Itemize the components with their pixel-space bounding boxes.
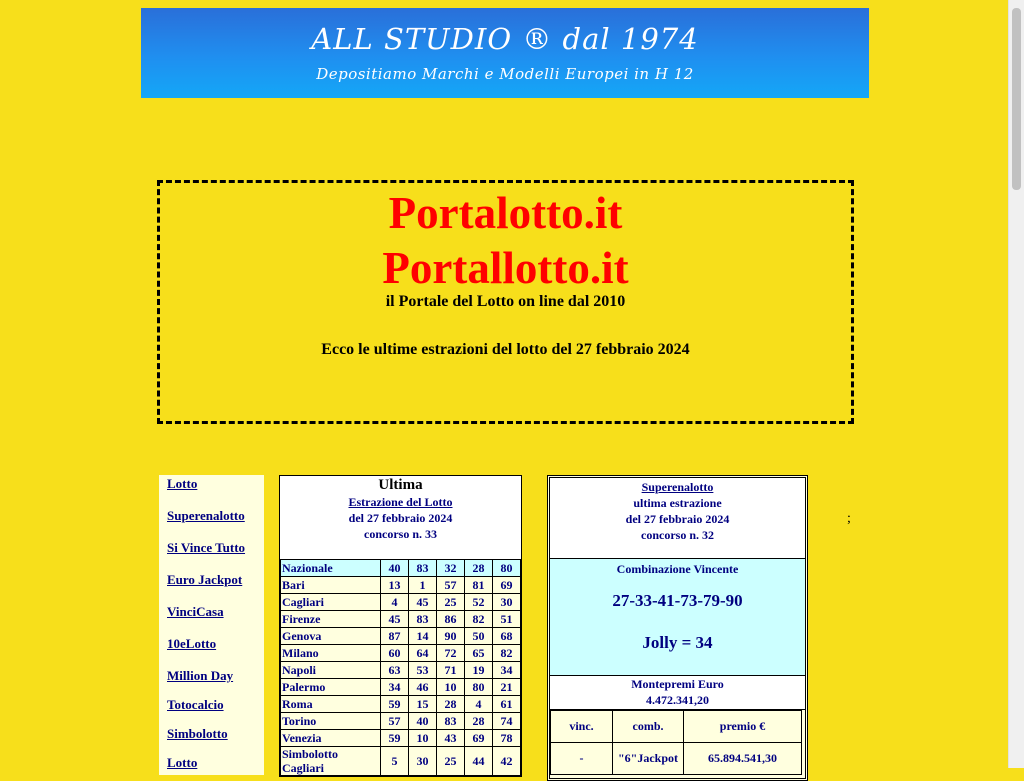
lotto-drawn-number: 13 xyxy=(381,577,409,594)
lotto-drawn-number: 83 xyxy=(409,560,437,577)
winning-combination-box xyxy=(550,559,805,676)
nav-link-lotto[interactable]: Lotto xyxy=(167,476,198,491)
stray-semicolon: ; xyxy=(847,511,851,526)
lotto-drawn-number: 15 xyxy=(409,696,437,713)
lotto-row xyxy=(281,645,521,662)
lotto-drawn-number: 71 xyxy=(437,662,465,679)
lotto-row xyxy=(281,679,521,696)
lotto-wheel-name: Venezia xyxy=(281,730,381,747)
lotto-drawn-number: 65 xyxy=(465,645,493,662)
lotto-contest-number: concorso n. 33 xyxy=(364,527,437,541)
lotto-drawn-number: 74 xyxy=(493,713,521,730)
winning-combination-label: Combinazione Vincente xyxy=(616,562,739,576)
lotto-drawn-number: 44 xyxy=(465,747,493,776)
header-banner xyxy=(141,8,869,98)
banner-title: ALL STUDIO ® dal 1974 xyxy=(311,22,699,56)
cell-winners: - xyxy=(551,743,613,775)
lotto-drawn-number: 78 xyxy=(493,730,521,747)
nav-link-euro-jackpot[interactable]: Euro Jackpot xyxy=(167,572,243,587)
prize-table xyxy=(550,710,802,775)
hero-subtitle: il Portale del Lotto on line dal 2010 xyxy=(385,293,626,310)
prize-table-header xyxy=(551,711,802,743)
lotto-drawn-number: 60 xyxy=(381,645,409,662)
jolly-number: Jolly = 34 xyxy=(642,633,713,652)
lotto-drawn-number: 46 xyxy=(409,679,437,696)
lotto-drawn-number: 43 xyxy=(437,730,465,747)
lotto-row xyxy=(281,730,521,747)
lotto-drawn-number: 4 xyxy=(465,696,493,713)
lotto-row xyxy=(281,577,521,594)
nav-link-simbolotto[interactable]: Simbolotto xyxy=(167,726,228,741)
nav-link-million-day[interactable]: Million Day xyxy=(167,668,234,683)
lotto-drawn-number: 28 xyxy=(437,696,465,713)
header-winners: vinc. xyxy=(551,711,613,743)
superenalotto-panel xyxy=(547,475,808,781)
lotto-drawn-number: 34 xyxy=(493,662,521,679)
lotto-row xyxy=(281,696,521,713)
jackpot-pool-label: Montepremi Euro xyxy=(631,677,724,691)
jackpot-pool xyxy=(550,676,805,710)
header-combination: comb. xyxy=(613,711,684,743)
nav-link-superenalotto[interactable]: Superenalotto xyxy=(167,508,245,523)
superenalotto-contest: concorso n. 32 xyxy=(641,528,714,542)
lotto-results-panel xyxy=(279,475,522,777)
prize-table-row xyxy=(551,743,802,775)
lotto-drawn-number: 64 xyxy=(409,645,437,662)
superenalotto-date: del 27 febbraio 2024 xyxy=(625,512,730,526)
lotto-drawn-number: 57 xyxy=(381,713,409,730)
hero-title-primary: Portalotto.it xyxy=(388,188,623,238)
lotto-drawn-number: 1 xyxy=(409,577,437,594)
hero-box xyxy=(157,180,854,424)
superenalotto-link[interactable]: Superenalotto xyxy=(641,480,714,494)
lotto-drawn-number: 81 xyxy=(465,577,493,594)
side-navigation xyxy=(159,475,264,775)
lotto-row xyxy=(281,594,521,611)
lotto-drawn-number: 52 xyxy=(465,594,493,611)
lotto-row xyxy=(281,611,521,628)
lotto-drawn-number: 40 xyxy=(409,713,437,730)
lotto-drawn-number: 53 xyxy=(409,662,437,679)
lotto-wheel-name: Napoli xyxy=(281,662,381,679)
lotto-wheel-name: Roma xyxy=(281,696,381,713)
lotto-drawn-number: 51 xyxy=(493,611,521,628)
lotto-wheel-name: Milano xyxy=(281,645,381,662)
header-prize: premio € xyxy=(684,711,802,743)
lotto-draw-link[interactable]: Estrazione del Lotto xyxy=(348,495,453,509)
lotto-drawn-number: 86 xyxy=(437,611,465,628)
lotto-drawn-number: 80 xyxy=(465,679,493,696)
lotto-drawn-number: 63 xyxy=(381,662,409,679)
banner-subtitle: Depositiamo Marchi e Modelli Europei in H 12 xyxy=(316,65,694,83)
lotto-wheel-name: Firenze xyxy=(281,611,381,628)
winning-combination-numbers: 27-33-41-73-79-90 xyxy=(612,591,743,610)
lotto-drawn-number: 25 xyxy=(437,594,465,611)
lotto-drawn-number: 34 xyxy=(381,679,409,696)
nav-link-lotto-2[interactable]: Lotto xyxy=(167,755,198,770)
nav-link-vincicasa[interactable]: VinciCasa xyxy=(167,604,224,619)
vertical-scrollbar[interactable] xyxy=(1008,0,1024,768)
hero-title-secondary: Portallotto.it xyxy=(382,243,629,293)
lotto-drawn-number: 83 xyxy=(437,713,465,730)
lotto-drawn-number: 28 xyxy=(465,713,493,730)
nav-link-totocalcio[interactable]: Totocalcio xyxy=(167,697,224,712)
lotto-wheel-name: Nazionale xyxy=(281,560,381,577)
lotto-drawn-number: 82 xyxy=(465,611,493,628)
lotto-drawn-number: 32 xyxy=(437,560,465,577)
lotto-drawn-number: 59 xyxy=(381,696,409,713)
lotto-draw-date: del 27 febbraio 2024 xyxy=(348,511,453,525)
lotto-drawn-number: 45 xyxy=(381,611,409,628)
lotto-drawn-number: 10 xyxy=(409,730,437,747)
lotto-drawn-number: 69 xyxy=(493,577,521,594)
lotto-wheel-name: Genova xyxy=(281,628,381,645)
lotto-drawn-number: 57 xyxy=(437,577,465,594)
lotto-drawn-number: 10 xyxy=(437,679,465,696)
lotto-wheel-name: Simbolotto Cagliari xyxy=(281,747,381,776)
lotto-drawn-number: 83 xyxy=(409,611,437,628)
lotto-drawn-number: 19 xyxy=(465,662,493,679)
lotto-drawn-number: 4 xyxy=(381,594,409,611)
lotto-row xyxy=(281,628,521,645)
lotto-drawn-number: 14 xyxy=(409,628,437,645)
lotto-drawn-number: 28 xyxy=(465,560,493,577)
lotto-wheel-name: Torino xyxy=(281,713,381,730)
lotto-drawn-number: 90 xyxy=(437,628,465,645)
lotto-drawn-number: 5 xyxy=(381,747,409,776)
lotto-panel-title: Ultima xyxy=(378,477,423,493)
lotto-drawn-number: 30 xyxy=(409,747,437,776)
nav-link-10elotto[interactable]: 10eLotto xyxy=(167,636,217,651)
lotto-drawn-number: 69 xyxy=(465,730,493,747)
superenalotto-subtitle: ultima estrazione xyxy=(633,496,722,510)
lotto-drawn-number: 68 xyxy=(493,628,521,645)
lotto-wheel-name: Cagliari xyxy=(281,594,381,611)
cell-prize: 65.894.541,30 xyxy=(684,743,802,775)
scrollbar-thumb[interactable] xyxy=(1012,8,1021,190)
lotto-row xyxy=(281,747,521,776)
nav-link-si-vince-tutto[interactable]: Si Vince Tutto xyxy=(167,540,246,555)
jackpot-pool-value: 4.472.341,20 xyxy=(646,693,709,707)
superenalotto-header xyxy=(550,478,805,559)
lotto-results-table xyxy=(280,559,521,776)
lotto-drawn-number: 30 xyxy=(493,594,521,611)
lotto-row xyxy=(281,713,521,730)
lotto-drawn-number: 87 xyxy=(381,628,409,645)
lotto-drawn-number: 50 xyxy=(465,628,493,645)
lotto-drawn-number: 45 xyxy=(409,594,437,611)
hero-note: Ecco le ultime estrazioni del lotto del 27 febbraio 2024 xyxy=(321,341,690,358)
lotto-drawn-number: 42 xyxy=(493,747,521,776)
lotto-drawn-number: 25 xyxy=(437,747,465,776)
lotto-row xyxy=(281,560,521,577)
lotto-row xyxy=(281,662,521,679)
lotto-drawn-number: 72 xyxy=(437,645,465,662)
lotto-drawn-number: 82 xyxy=(493,645,521,662)
cell-combination: "6"Jackpot xyxy=(613,743,684,775)
lotto-drawn-number: 40 xyxy=(381,560,409,577)
lotto-drawn-number: 61 xyxy=(493,696,521,713)
lotto-drawn-number: 80 xyxy=(493,560,521,577)
lotto-drawn-number: 21 xyxy=(493,679,521,696)
lotto-wheel-name: Bari xyxy=(281,577,381,594)
lotto-panel-header xyxy=(280,476,521,560)
lotto-drawn-number: 59 xyxy=(381,730,409,747)
lotto-wheel-name: Palermo xyxy=(281,679,381,696)
